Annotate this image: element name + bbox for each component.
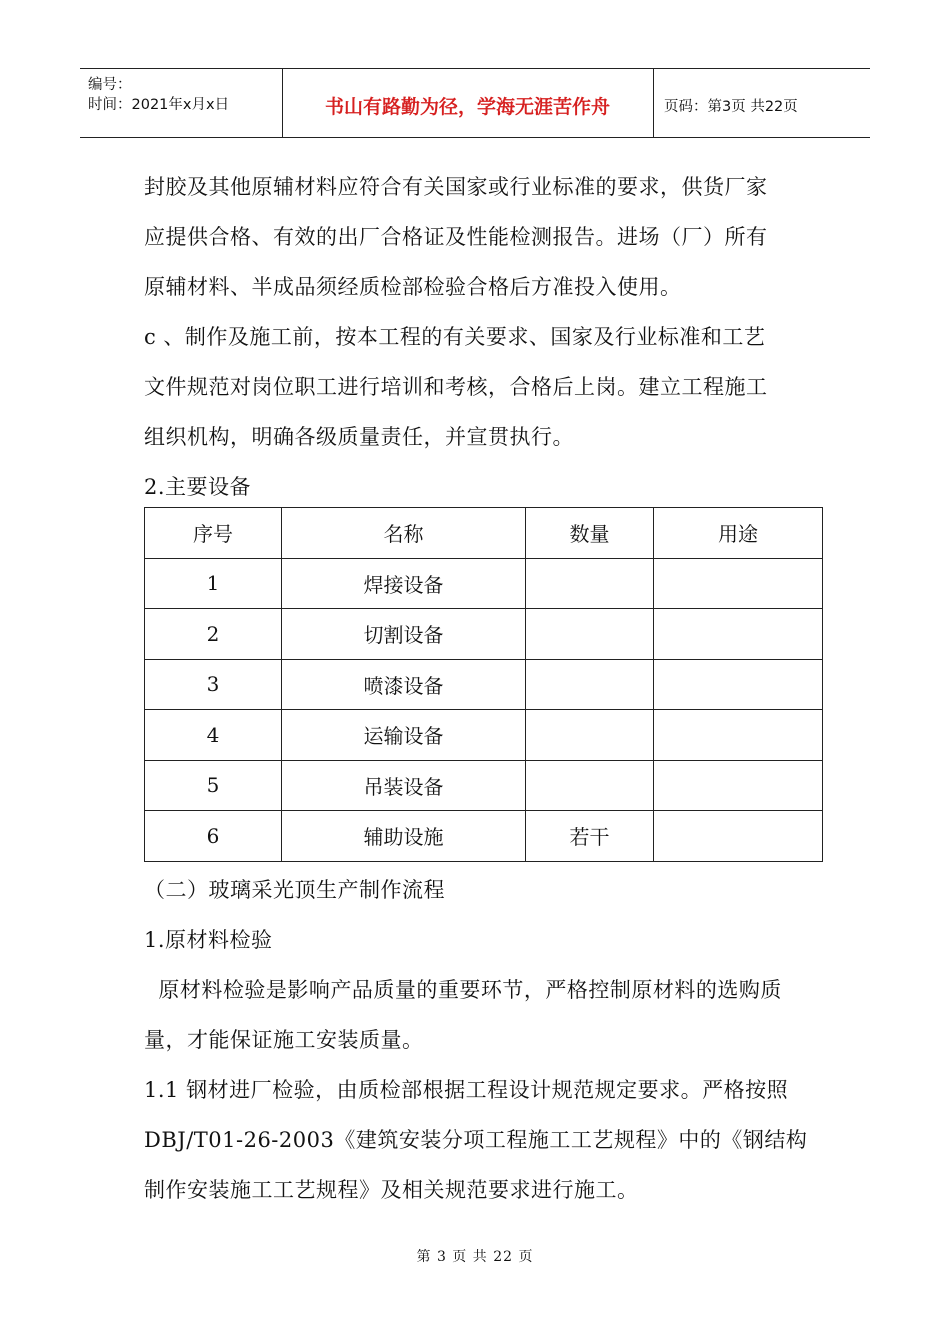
paragraph-line: 封胶及其他原辅材料应符合有关国家或行业标准的要求，供货厂家 <box>144 175 768 199</box>
table-cell <box>654 558 823 609</box>
table-cell <box>654 811 823 862</box>
table-cell: 2 <box>145 609 282 660</box>
table-cell: 吊装设备 <box>282 760 526 811</box>
paragraph-line: DBJ/T01-26-2003《建筑安装分项工程施工工艺规程》中的《钢结构 <box>144 1128 808 1152</box>
table-cell: 1 <box>145 558 282 609</box>
page-footer: 第 3 页 共 22 页 <box>416 1249 534 1265</box>
table-cell: 5 <box>145 760 282 811</box>
section-heading: （二）玻璃采光顶生产制作流程 <box>144 878 445 902</box>
paragraph-line: 应提供合格、有效的出厂合格证及性能检测报告。进场（厂）所有 <box>144 225 768 249</box>
time-label: 时间：2021年x月x日 <box>88 97 230 113</box>
number-label: 编号： <box>88 77 132 93</box>
table-row <box>145 811 823 862</box>
table-row <box>145 558 823 609</box>
table-row <box>145 609 823 660</box>
table-cell: 运输设备 <box>282 710 526 761</box>
column-header: 用途 <box>654 508 823 559</box>
table-cell <box>526 710 654 761</box>
section-heading: 1.原材料检验 <box>144 928 273 952</box>
table-cell: 6 <box>145 811 282 862</box>
table-cell: 焊接设备 <box>282 558 526 609</box>
table-cell <box>526 760 654 811</box>
table-cell <box>526 659 654 710</box>
table-row <box>145 760 823 811</box>
table-cell: 3 <box>145 659 282 710</box>
table-cell <box>654 659 823 710</box>
section-heading: 2.主要设备 <box>144 475 252 499</box>
table-cell: 若干 <box>526 811 654 862</box>
column-header: 数量 <box>526 508 654 559</box>
paragraph-line: 文件规范对岗位职工进行培训和考核，合格后上岗。建立工程施工 <box>144 375 768 399</box>
table-cell <box>526 558 654 609</box>
header-page-info: 页码：第3页 共22页 <box>664 98 798 115</box>
paragraph-line: 制作安装施工工艺规程》及相关规范要求进行施工。 <box>144 1178 639 1202</box>
header-meta <box>80 69 283 137</box>
table-cell <box>654 710 823 761</box>
table-header-row <box>145 508 823 559</box>
paragraph-line: 1.1 钢材进厂检验，由质检部根据工程设计规范规定要求。严格按照 <box>144 1078 789 1102</box>
table-cell: 切割设备 <box>282 609 526 660</box>
table-cell: 辅助设施 <box>282 811 526 862</box>
page-header <box>80 68 870 138</box>
column-header: 名称 <box>282 508 526 559</box>
table-cell <box>526 609 654 660</box>
paragraph-line: c 、制作及施工前，按本工程的有关要求、国家及行业标准和工艺 <box>144 325 766 349</box>
table-cell: 喷漆设备 <box>282 659 526 710</box>
header-motto: 书山有路勤为径，学海无涯苦作舟 <box>282 69 654 137</box>
table-cell: 4 <box>145 710 282 761</box>
table-row <box>145 659 823 710</box>
table-row <box>145 710 823 761</box>
paragraph-line: 原辅材料、半成品须经质检部检验合格后方准投入使用。 <box>144 275 682 299</box>
equipment-table <box>144 507 823 862</box>
paragraph-line: 量，才能保证施工安装质量。 <box>144 1028 424 1052</box>
column-header: 序号 <box>145 508 282 559</box>
paragraph-line: 原材料检验是影响产品质量的重要环节，严格控制原材料的选购质 <box>144 978 782 1002</box>
paragraph-line: 组织机构，明确各级质量责任，并宣贯执行。 <box>144 425 574 449</box>
table-cell <box>654 760 823 811</box>
table-cell <box>654 609 823 660</box>
